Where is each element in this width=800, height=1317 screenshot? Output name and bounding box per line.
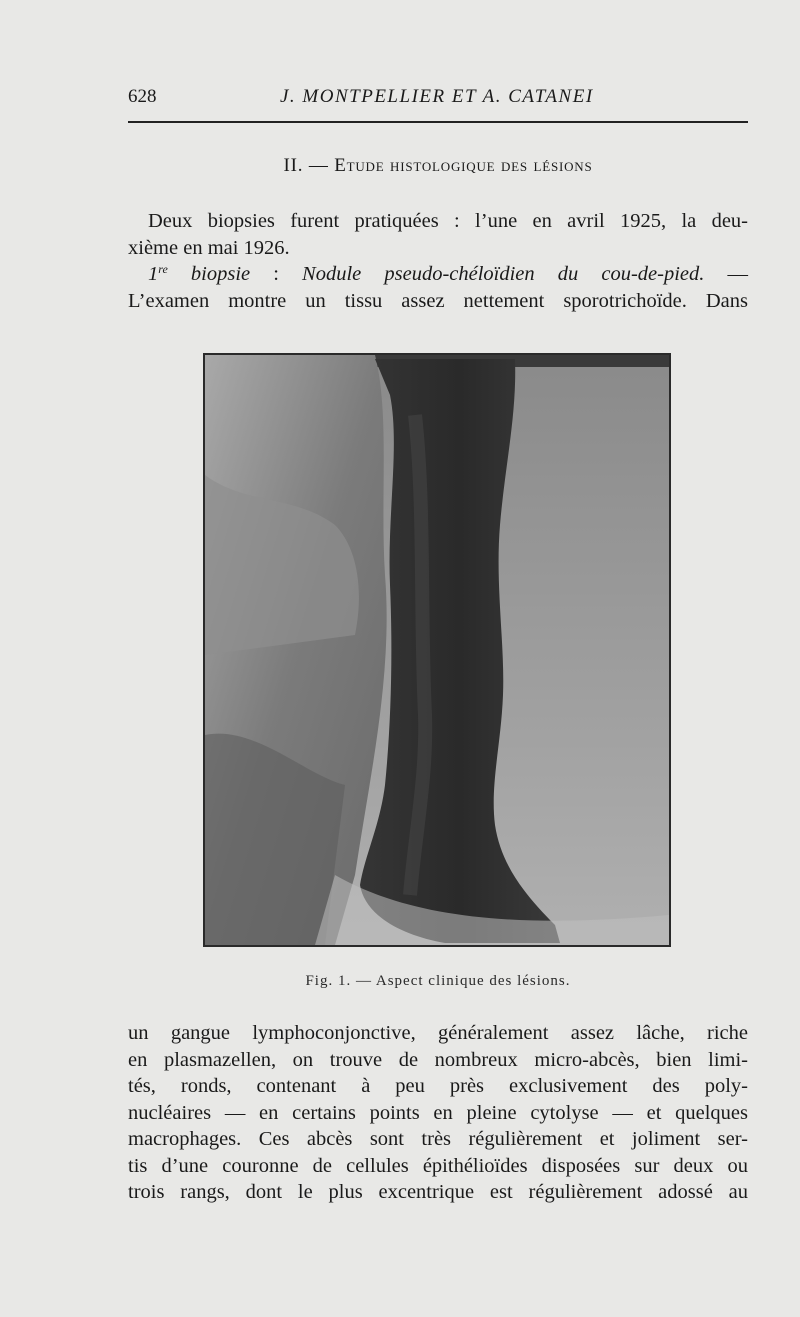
paragraph-2-line-1 <box>128 261 748 288</box>
running-head: J. MONTPELLIER ET A. CATANEI <box>280 86 594 107</box>
biopsy-separator: : <box>250 263 303 285</box>
page-number: 628 <box>128 86 157 107</box>
paragraph-3-line-6: tis d’une couronne de cellules épithélioïdes disposées sur deux ou <box>128 1154 748 1177</box>
biopsy-title: Nodule pseudo-chéloïdien du cou-de-pied. <box>302 263 705 285</box>
paragraph-3-line-4: nucléaires — en certains points en pleine cytolyse — et quelques <box>128 1101 748 1124</box>
paragraph-1 <box>128 208 748 261</box>
paragraph-2 <box>128 261 748 314</box>
paragraph-1-line-2: xième en mai 1926. <box>128 236 290 259</box>
biopsy-dash: — <box>704 263 748 285</box>
section-title: II. — Etude histologique des lésions <box>283 155 593 176</box>
paragraph-3-line-1: un gangue lymphoconjonctive, généralement assez lâche, riche <box>128 1022 748 1044</box>
paragraph-3-line-5: macrophages. Ces abcès sont très régulièrement et joliment ser- <box>128 1128 748 1150</box>
paragraph-3-line-2: en plasmazellen, on trouve de nombreux micro-abcès, bien limi- <box>128 1048 748 1071</box>
figure-caption: Fig. 1. — Aspect clinique des lésions. <box>305 973 571 989</box>
paragraph-3-line-7: trois rangs, dont le plus excentrique est régulièrement adossé au <box>128 1181 748 1203</box>
paragraph-3-line-3: tés, ronds, contenant à peu près exclusivement des poly- <box>128 1075 748 1097</box>
paragraph-1-line-1: Deux biopsies furent pratiquées : l’une en avril 1925, la deu- <box>148 210 748 232</box>
biopsy-ordinal: 1re biopsie <box>148 262 251 285</box>
paragraph-2-line-2: L’examen montre un tissu assez nettement sporotrichoïde. Dans <box>128 289 748 312</box>
header-rule <box>128 121 748 123</box>
paragraph-3 <box>128 1020 748 1206</box>
figure-photo <box>203 353 671 947</box>
